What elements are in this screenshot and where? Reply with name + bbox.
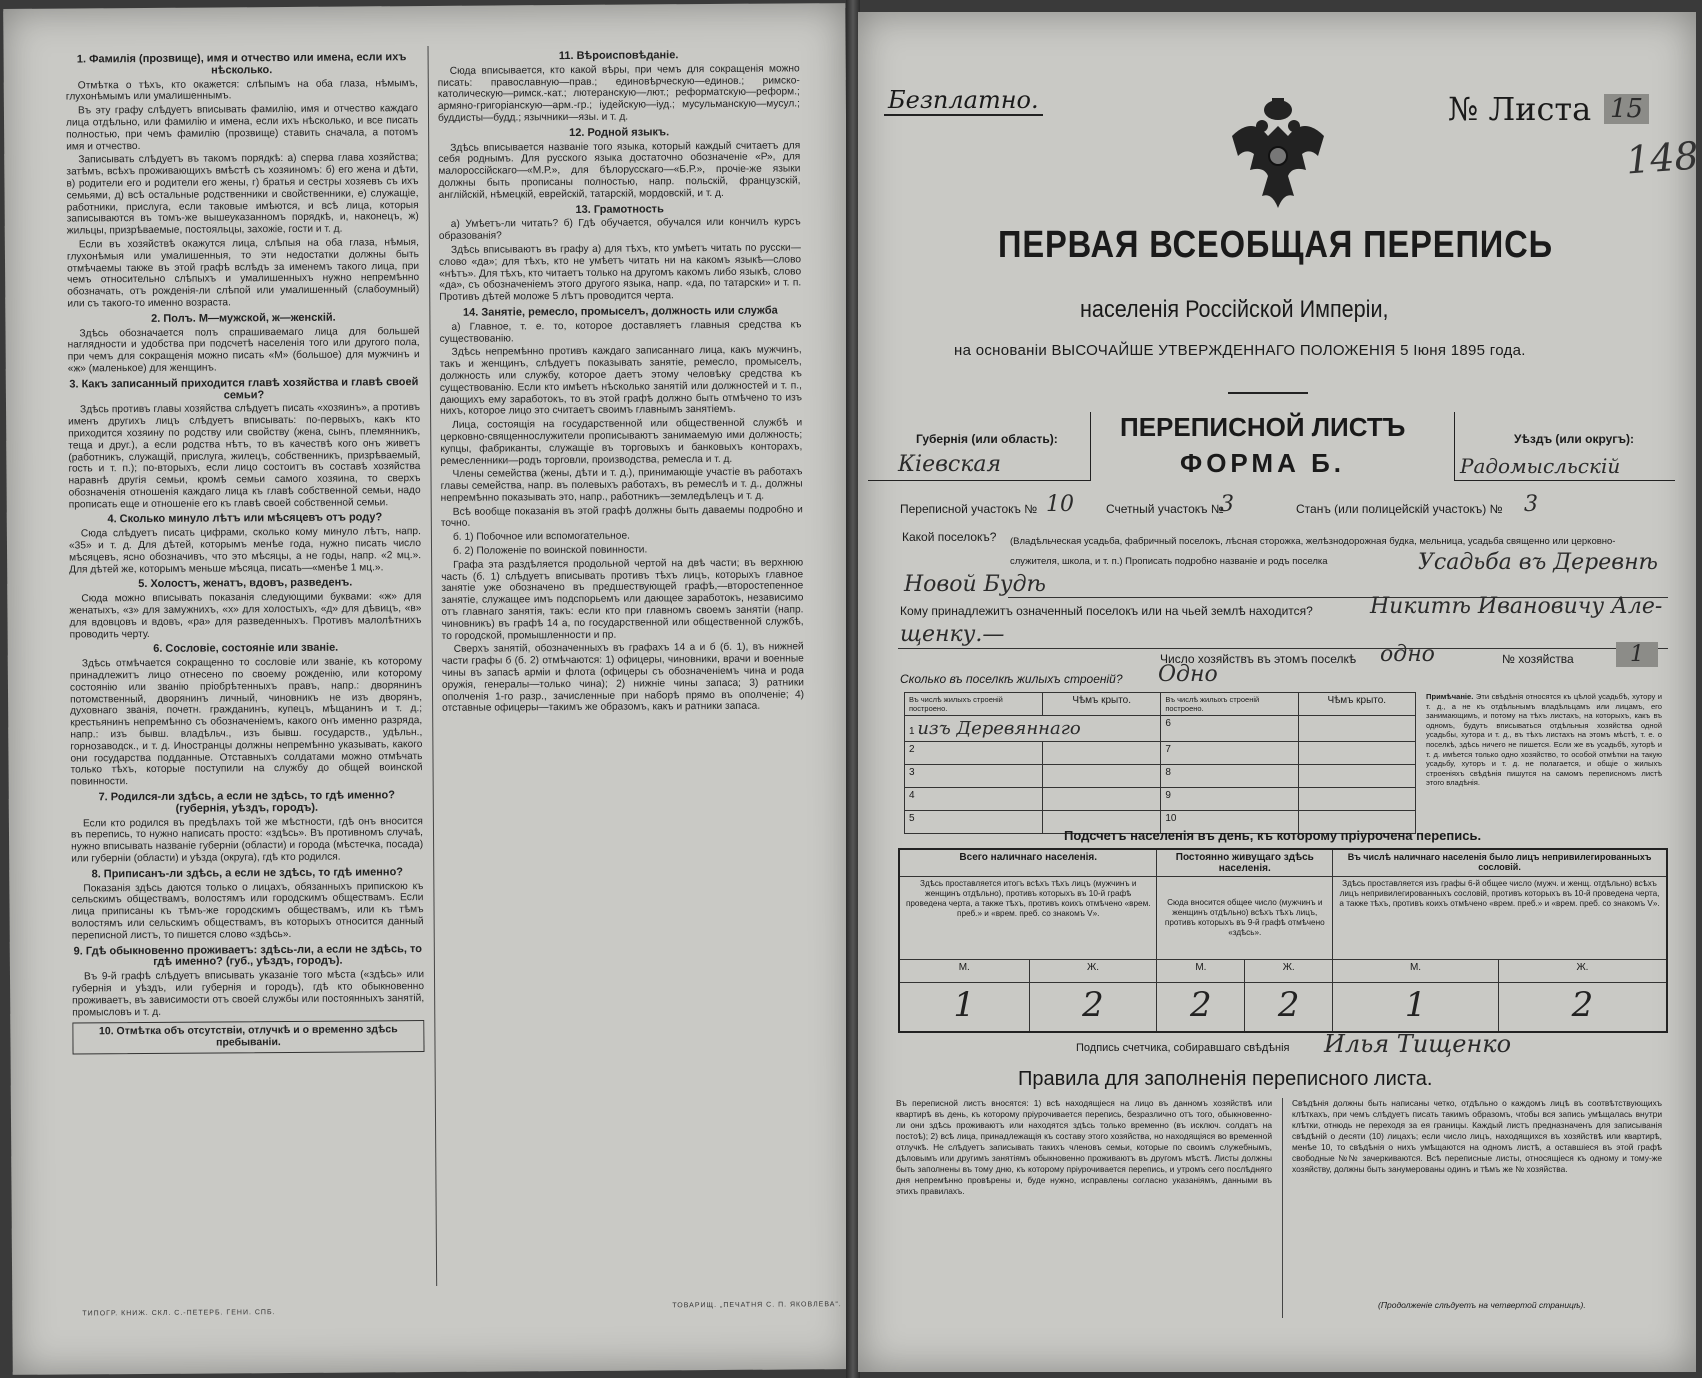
schet-label: Счетный участокъ №	[1106, 502, 1224, 516]
count-total-female: 2	[1029, 983, 1157, 1033]
stan-value: 3	[1524, 492, 1538, 517]
table-row	[905, 765, 1416, 788]
paragraph: Здѣсь непремѣнно противъ каждаго записаннаго лица, какъ мужчинъ, такъ и женщинъ, слѣдуетъ показывать занятіе, ремесло, промыселъ, должность или службу, которое даетъ этому человѣку средства къ существованію. Если кто имѣетъ нѣсколько занятій или должностей и т. п., дающихъ ему заработокъ, то въ этой графѣ должно быть отмѣчено то изъ нихъ, которое лицо это считаетъ своимъ главнымъ занятіемъ.	[439, 344, 803, 418]
zh-label: Ж.	[1029, 960, 1157, 983]
guberniya-value: Кіевская	[898, 452, 1002, 477]
imperial-eagle-icon	[1222, 96, 1334, 216]
paragraph: Здѣсь обозначается полъ спрашиваемаго лица для большей наглядности и удобства при подсчетѣ населенія того или другого пола, при чемъ для сокращенія можно писать «М» (большое) для мужчинъ и «ж» (маленькое) для женщинъ.	[67, 325, 420, 375]
rules-continued: (Продолженіе слѣдуетъ на четвертой страницѣ).	[1378, 1300, 1586, 1310]
signature-label: Подпись счетчика, собиравшаго свѣдѣнія	[1076, 1042, 1290, 1054]
uchastok-label: Переписной участокъ №	[900, 502, 1038, 516]
form-subtitle: ФОРМА Б.	[1180, 448, 1345, 478]
population-count-table	[898, 848, 1668, 1033]
section-heading: 3. Какъ записанный приходится главѣ хозяйства и главѣ своей семьи?	[69, 375, 419, 401]
building-material-value: изъ Деревяннаго	[917, 718, 1081, 739]
printer-footer-right: ТОВАРИЩ. „ПЕЧАТНЯ С. П. ЯКОВЛЕВА“.	[672, 1301, 842, 1310]
section-heading: 12. Родной языкъ.	[569, 126, 670, 139]
free-label: Безплатно.	[884, 86, 1043, 116]
stan-label: Станъ (или полицейскій участокъ) №	[1296, 502, 1503, 516]
guberniya-label: Губернія (или область):	[916, 432, 1058, 446]
paragraph: Сюда вписывается, кто какой вѣры, при чемъ для сокращенія можно писать: православную—прав.; единовѣрческую—единов.; римско-католическую—римск.-кат.; лютеранскую—лют.; реформатскую—реформ.; армяно-григоріанскую—арм.-гр.; іудейскую—іуд.; мусульманскую—мусул.; буддисты—будд.; язычники—язы. и т. д.	[437, 63, 800, 124]
zh-label: Ж.	[1245, 960, 1333, 983]
poselok-value-line2: Новой Будѣ	[904, 572, 1046, 597]
paragraph: Сюда слѣдуетъ писать цифрами, сколько кому минуло лѣтъ, напр. «35» и т. д. Для дѣтей, которымъ менѣе года, нужно писать число мѣсяцевъ, ясно обозначивъ, что это мѣсяцы, а не годы, напр. «2 мц.». Для дѣтей же, которымъ меньше мѣсяца, писать—«менѣе 1 мц.».	[68, 526, 422, 576]
paragraph: б. 1) Побочное или вспомогательное.	[452, 530, 630, 544]
paragraph: Если въ хозяйствѣ окажутся лица, слѣпыя на оба глаза, нѣмыя, глухонѣмыя или умалишенныя, то эти недостатки должны быть отмѣчаемы также въ этой графѣ вслѣдъ за именемъ такого лица, при чемъ относительно слѣпыхъ и умалишенныхъ нужно непремѣнно обозначать, отъ рожденія-ли слѣпой или умалишенный (слабоумный) или съ такого-то именно возраста.	[66, 237, 420, 310]
count-resident-female: 2	[1245, 983, 1333, 1033]
section-heading: 13. Грамотность	[575, 202, 664, 216]
right-column-instructions	[438, 45, 809, 1287]
count-col1-desc: Здѣсь проставляется итогъ всѣхъ тѣхъ лицъ (мужчинъ и женщинъ отдѣльно), противъ которыхъ въ 10-й графѣ проведена черта, а также тѣхъ, противъ коихъ отмѣчено «врем. преб.» и «врем. преб. со знакомъ V».	[899, 877, 1157, 960]
build-col-b-head: Чѣмъ крыто.	[1043, 693, 1161, 716]
row-number: 9	[1161, 788, 1298, 811]
section-heading: 9. Гдѣ обыкновенно проживаетъ: здѣсь-ли, а если не здѣсь, то гдѣ именно? (губ., уѣздъ, городъ).	[73, 942, 423, 969]
paragraph: Показанія здѣсь даются только о лицахъ, обязанныхъ припискою къ сельскимъ обществамъ, волостямъ или городскимъ обществамъ. Если лица приписаны къ тѣмъ-же городскимъ обществамъ, или къ тѣмъ волостямъ или сельскимъ обществамъ, въ которыхъ относится данный переписной листъ, то пишется слово «здѣсь».	[71, 880, 424, 942]
right-page	[858, 12, 1700, 1372]
paragraph: Здѣсь отмѣчается сокращенно то сословіе или званіе, къ которому принадлежитъ лицо отнесено по своему рожденію, или которому состоянію или званію пріобрѣтенныхъ правъ, напр.: дворянинъ потомственный, дворянинъ личный, чиновникъ не изъ дворянъ, духовнаго званія, почетн. гражданинъ, купецъ, мѣщанинъ и т. д.; крестьянинъ непремѣнно съ обозначеніемъ, какого онъ именно разряда, напр.: изъ бывш. владѣльч., изъ бывш. государств., удѣльн., горнозаводск., и т. д. Иностранцы должны непремѣнно указывать, какого они государства подданные. Отставныхъ солдатами можно отмѣчать только тѣхъ, которые поступили на службу до общей воинской повинности.	[69, 656, 423, 788]
uezd-value: Радомысльскій	[1460, 454, 1621, 478]
count-col2-head: Постоянно живущаго здѣсь населенія.	[1157, 849, 1333, 877]
table-row	[905, 788, 1416, 811]
count-col1-head: Всего наличнаго населенія.	[899, 849, 1157, 877]
section-heading: 7. Родился-ли здѣсь, а если не здѣсь, то гдѣ именно? (губернія, уѣздъ, городъ).	[98, 789, 395, 815]
paragraph: а) Умѣетъ-ли читать? б) Гдѣ обучается, обучался или кончилъ курсъ образованія?	[438, 216, 801, 243]
section-heading-boxed: 10. Отмѣтка объ отсутствіи, отлучкѣ и о временно здѣсь пребываніи.	[72, 1020, 424, 1054]
printer-footer-left: ТИПОГР. КНИЖ. СКЛ. С.-ПЕТЕРБ. ГЕНИ. СПБ.	[82, 1309, 276, 1318]
paragraph: Записывать слѣдуетъ въ такомъ порядкѣ: а) сперва глава хозяйства; затѣмъ, всѣхъ проживающихъ вмѣстѣ съ хозяиномъ: б) его жена и дѣти, в) родители его и родители его жены, г) братья и сестры хозяевъ съ ихъ семьями, д) всѣ остальные родственники и свойственники, е) служащіе, работники, прислуга, если таковые имѣются, и всѣ лица, которыя записываются въ томъ-же вышеуказанномъ порядкѣ, и, наконецъ, ж) жильцы, призрѣваемые, постояльцы, захожіе, гости и т. д.	[66, 152, 419, 237]
section-heading: 5. Холостъ, женатъ, вдовъ, разведенъ.	[138, 577, 353, 591]
count-col3-head: Въ числѣ наличнаго населенія было лицъ непривилегированныхъ сословій.	[1333, 849, 1667, 877]
signature-value: Илья Тищенко	[1324, 1030, 1512, 1058]
count-total-male: 1	[899, 983, 1029, 1033]
census-basis: на основаніи ВЫСОЧАЙШЕ УТВЕРЖДЕННАГО ПОЛОЖЕНІЯ 5 Іюня 1895 года.	[954, 342, 1526, 359]
paragraph: Члены семейства (жены, дѣти и т. д.), принимающіе участіе въ работахъ главы семейства, напр. въ полевыхъ работахъ, въ ремеслѣ и т. д., должны непремѣнно показывать это, напр., работникъ—земледѣлецъ и т. д.	[440, 466, 803, 504]
paragraph: Здѣсь противъ главы хозяйства слѣдуетъ писать «хозяинъ», а противъ именъ другихъ лицъ слѣдуетъ вписывать: по-первыхъ, какъ кто приходится хозяину по родству или свойству (жена, сынъ, племянникъ, теща и друг.), а если родства нѣтъ, то въ качествѣ кого онъ живетъ (работникъ, служащій, прислуга, жилецъ, собственникъ, призрѣваемый, гость и т. п.); по-вторыхъ, если лицо состоитъ въ составѣ хозяйства наравнѣ другія семьи, кромѣ семьи самого хозяина, то сверхъ обозначенія отношенія каждаго лица къ главѣ собственной семьи, надо прописать еще и отношеніе его къ главѣ своей собственной семьи.	[68, 402, 421, 511]
count-resident-male: 2	[1157, 983, 1245, 1033]
paragraph: Здѣсь вписываютъ въ графу а) для тѣхъ, кто умѣетъ читать по русски—слово «да»; для тѣхъ, кто не умѣетъ читать ни на какомъ языкѣ—слово «нѣтъ». Для тѣхъ, кто читаетъ только на другомъ какомъ либо языкѣ, слово «да», съ обозначеніемъ этого другого языка, напр. «да, по татарски» и т. п. Противъ дѣтей моложе 5 лѣтъ проводится черта.	[438, 242, 802, 304]
section-heading: 11. Вѣроисповѣданіе.	[558, 49, 679, 63]
household-number-value: 1	[1616, 642, 1658, 667]
rules-left-text: Въ переписной листъ вносятся: 1) всѣ находящіеся на лицо въ данномъ хозяйствѣ или квартирѣ въ день, къ которому пріурочивается перепись, безразлично отъ того, обыкновенно-ли они здѣсь проживаютъ или находятся здѣсь только временно (въ исключ. солдатъ на постоѣ); 2) всѣ лица, принадлежащія къ составу этого хозяйства, но находящіяся во временной отлучкѣ. Не слѣдуетъ записывать такихъ членовъ семьи, которые по своимъ служебнымъ, дѣловымъ или другимъ занятіямъ обыкновенно проживаютъ въ другомъ мѣстѣ. Листы должны быть заполнены въ тому дню, къ которому пріурочивается перепись, и утромъ сего послѣдняго дня непремѣнно провѣрены и, буде нужно, исправлены согласно указаніямъ, данными въ этихъ правилахъ.	[896, 1098, 1272, 1196]
census-title: ПЕРВАЯ ВСЕОБЩАЯ ПЕРЕПИСЬ	[998, 224, 1553, 266]
form-title: ПЕРЕПИСНОЙ ЛИСТЪ	[1120, 412, 1406, 442]
row-number: 3	[905, 765, 1043, 788]
row-number: 10	[1161, 811, 1298, 834]
rules-right-text: Свѣдѣнія должны быть написаны четко, отдѣльно о каждомъ лицѣ въ соотвѣтствующихъ клѣткахъ, при чемъ слѣдуетъ писать такимъ образомъ, чтобы вся запись умѣщалась внутри клѣтки, отнюдь не переходя за ея границы. Каждый листъ предназначенъ для записыванія свѣдѣній о десяти (10) лицахъ; если число лицъ, находящихся въ хозяйствѣ или квартирѣ, менѣе 10, то свѣдѣнія о нихъ умѣщаются на одномъ листѣ, а оставшіеся въ этой графѣ свободные №№ зачеркиваются. Всѣ переписные листы, относящіеся къ одному и тому-же хозяйству, должны быть занумерованы одинъ и тѣмъ же № хозяйства.	[1292, 1098, 1662, 1174]
uezd-label: Уѣздъ (или округъ):	[1514, 432, 1635, 446]
uchastok-value: 10	[1046, 492, 1074, 517]
schet-value: 3	[1220, 492, 1234, 517]
paragraph: Отмѣтка о тѣхъ, кто окажется: слѣпымъ на оба глаза, нѣмымъ, глухонѣмымъ или умалишеннымъ.	[65, 77, 418, 103]
owner-value-line2: щенку.—	[900, 622, 1005, 647]
buildings-note	[1426, 692, 1662, 788]
section-heading: 1. Фамилія (прозвище), имя и отчество или имена, если ихъ нѣсколько.	[76, 51, 407, 77]
paragraph: Сюда можно вписывать показанія следующими буквами: «ж» для женатыхъ, «з» для замужнихъ, «х» для холостыхъ, «д» для дѣвицъ, «в» для вдовцовъ и вдовъ, «ра» для разведенныхъ. Противъ малолѣтнихъ проводить черту.	[69, 591, 422, 641]
rules-title: Правила для заполненія переписного листа.	[1018, 1068, 1433, 1090]
section-heading: 2. Полъ. М—мужской, ж—женскій.	[151, 311, 336, 325]
paragraph: б. 2) Положеніе по воинской повинности.	[453, 544, 648, 557]
build-col-b2-head: Чѣмъ крыто.	[1298, 693, 1415, 716]
buildings-table	[904, 692, 1416, 834]
archive-number-handwritten: 148	[1624, 133, 1700, 183]
paragraph: Всѣ вообще показанія въ этой графѣ должны быть даваемы подробно и точно.	[440, 504, 803, 530]
build-col-a-head: Въ числѣ жилыхъ строеній построено.	[905, 693, 1043, 716]
section-heading: 6. Сословіе, состояніе или званіе.	[153, 642, 339, 656]
row-number: 5	[905, 811, 1043, 834]
left-page	[3, 3, 855, 1375]
column-divider	[428, 46, 438, 1286]
owner-label: Кому принадлежитъ означенный поселокъ или на чьей землѣ находится?	[900, 604, 1313, 618]
count-col2-desc: Сюда вносится общее число (мужчинъ и женщинъ отдѣльно) всѣхъ тѣхъ лицъ, противъ которыхъ въ 9-й графѣ отмѣчено «здѣсь».	[1157, 877, 1333, 960]
row-number: 7	[1161, 742, 1298, 765]
population-count-title: Подсчетъ населенія въ день, къ которому пріурочена перепись.	[1064, 828, 1482, 843]
section-heading: 14. Занятіе, ремесло, промыселъ, должность или служба	[462, 304, 778, 319]
row-number: 6	[1161, 716, 1298, 742]
household-number-label: № хозяйства	[1502, 652, 1574, 666]
row-number: 1	[909, 726, 915, 737]
sheet-number-label: № Листа	[1448, 90, 1592, 128]
count-col3-desc: Здѣсь проставляется изъ графы 6-й общее число (мужч. и женщ. отдѣльно) всѣхъ лицъ непривилегированныхъ сословій, противъ которыхъ въ 10-й проведена черта, а также тѣхъ, противъ коихъ отмѣчено «врем. преб.» и «врем. преб. со знакомъ V».	[1333, 877, 1667, 960]
sheet-number-value: 15	[1604, 94, 1649, 124]
paragraph: Въ 9-й графѣ слѣдуетъ вписывать указаніе того мѣста («здѣсь» или губернія и уѣздъ, или губернія и городъ), гдѣ кто обыкновенно проживаетъ, въ зависимости отъ своей службы или постоянныхъ занятій, промысловъ и т. д.	[72, 969, 425, 1019]
table-row	[905, 742, 1416, 765]
table-row	[905, 716, 1416, 742]
section-heading: 4. Сколько минуло лѣтъ или мѣсяцевъ отъ роду?	[107, 511, 383, 526]
paragraph: а) Главное, т. е. то, которое доставляетъ главныя средства къ существованію.	[439, 319, 802, 345]
poselok-hint: (Владѣльческая усадьба, фабричный поселокъ, лѣсная сторожка, желѣзнодорожная будка, мельница, усадьба священно или церковно-служителя, школа, и т. п.) Прописать подробно названіе и родъ поселка	[1010, 536, 1616, 567]
paragraph: Сверхъ занятій, обозначенныхъ въ графахъ 14 а и б (б. 1), въ нижней части графы б (б. 2) отмѣчаются: 1) офицеры, чиновники, врачи и военные чины въ запасѣ арміи и флота (офицеры съ обозначеніемъ чина и рода оружія, генералы—только чина); 2) нижніе чины запаса; 3) ратники ополченія 1-го разр., зачисленные при наборѣ прямо въ ополченіе; 4) отставные офицеры—такимъ же образомъ, какъ и ратники запаса.	[441, 641, 805, 715]
left-column-instructions	[66, 48, 427, 1280]
households-value: одно	[1380, 642, 1435, 667]
count-nonpriv-male: 1	[1333, 983, 1499, 1033]
m-label: М.	[899, 960, 1029, 983]
title-divider	[1228, 392, 1308, 394]
buildings-label: Сколько въ поселкѣ жилыхъ строеній?	[900, 672, 1123, 686]
households-label: Число хозяйствъ въ этомъ поселкѣ	[1160, 652, 1357, 666]
zh-label: Ж.	[1498, 960, 1667, 983]
paragraph: Если кто родился въ предѣлахъ той же мѣстности, гдѣ онъ вносится въ перепись, то нужно написать просто: «здѣсь». Въ противномъ случаѣ, нужно вписывать названіе губерніи (области) и города (мѣстечка, посада) или губерніи (области) и уѣзда (округа), гдѣ кто родился.	[70, 815, 424, 865]
m-label: М.	[1157, 960, 1245, 983]
paragraph: Здѣсь вписывается названіе того языка, который каждый считаетъ для себя роднымъ. Для русского языка достаточно обозначеніе «Р», для малороссійскаго—«М.Р.», для бѣлорусскаго—«Б.Р.», прочіе-же языки должны быть прописаны полностью, напр. польскій, французскій, англійскій, нѣмецкій, еврейскій, татарскій, мордовскій, и т. д.	[438, 139, 801, 201]
row-number: 8	[1161, 765, 1298, 788]
owner-underline	[898, 648, 1668, 649]
buildings-value: Одно	[1158, 662, 1218, 687]
paragraph: Въ эту графу слѣдуетъ вписывать фамилію, имя и отчество каждаго лица отдѣльно, или фамилію и имена, если ихъ нѣсколько, и все писать полностью, при чемъ фамилію (прозвище) ставить сначала, а потомъ имя и отчество.	[66, 103, 419, 153]
row-number: 4	[905, 788, 1043, 811]
census-subtitle: населенія Россійской Имперіи,	[1080, 296, 1389, 323]
paragraph: Графа эта раздѣляется продольной чертой на двѣ части; въ верхнюю часть (б. 1) слѣдуетъ вписывать противъ тѣхъ лицъ, которыхъ главное занятіе уже обозначено въ предшествующей графѣ,—второстепенное занятіе, служащее имъ подспорьемъ или дающее заработокъ, независимо отъ главнаго занятія, такъ: если кто при главномъ своемъ занятіи (напр. чиновникъ) въ графѣ 14 а, по государственной или общественной службѣ, то городской, промышленности и пр.	[441, 557, 804, 642]
note-text: Эти свѣдѣнія относятся къ цѣлой усадьбѣ, хутору и т. д., а не къ отдѣльнымъ владѣльцамъ или лицамъ, его занимающимъ, и потому на тѣхъ листахъ, на которыхъ, какъ въ одномъ, будутъ вписываться отдѣльныя хозяйства одной усадьбы, хутора и т. д., въ тѣхъ листахъ на этомъ мѣстѣ, т. е. о поселкѣ, здѣсь ничего не пишется. Если же въ усадьбѣ, хуторѣ и т. д. имѣется только одно хозяйство, то особой отмѣтки на такую усадьбу, хуторъ и т. д. не полагается, и общіе о жилыхъ строеніяхъ свѣдѣнія пишутся на самомъ переписномъ листѣ этого владѣнія.	[1426, 692, 1662, 788]
m-label: М.	[1333, 960, 1499, 983]
owner-value-line1: Никитѣ Ивановичу Але-	[1370, 594, 1663, 619]
poselok-value-line1: Усадьба въ Деревнѣ	[1418, 550, 1658, 575]
poselok-label: Какой поселокъ?	[902, 530, 997, 544]
note-title: Примѣчаніе.	[1426, 692, 1474, 701]
build-col-a2-head: Въ числѣ жилыхъ строеній построено.	[1161, 693, 1298, 716]
count-nonpriv-female: 2	[1498, 983, 1667, 1033]
rules-divider	[1282, 1098, 1283, 1318]
row-number: 2	[905, 742, 1043, 765]
paragraph: Лица, состоящія на государственной или общественной службѣ и церковно-священнослужители прописываютъ занимаемую ими должность; купцы, фабриканты, служащіе въ торговыхъ и банковыхъ конторахъ, ремесленники—родъ торговли, производства, ремесла и т. д.	[440, 417, 803, 467]
section-heading: 8. Приписанъ-ли здѣсь, а если не здѣсь, то гдѣ именно?	[91, 865, 404, 881]
